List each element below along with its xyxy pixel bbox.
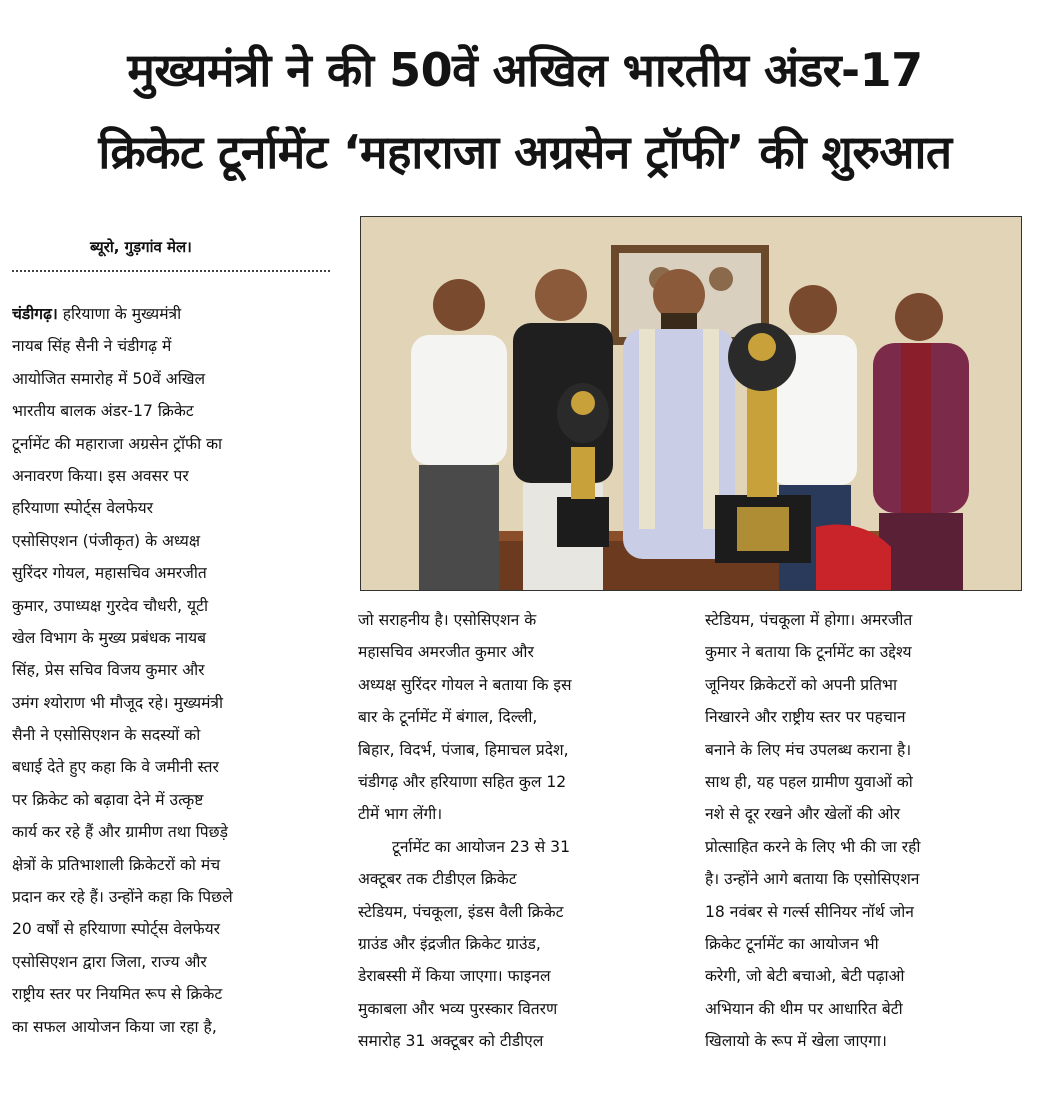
column-1-line: अनावरण किया। इस अवसर पर (12, 466, 189, 485)
column-2-line: स्टेडियम, पंचकूला, इंडस वैली क्रिकेट (358, 902, 564, 921)
article-column-3 (705, 604, 1027, 1057)
column-1-line: कुमार, उपाध्यक्ष गुरदेव चौधरी, यूटी (12, 596, 208, 615)
headline-line-1: मुख्यमंत्री ने की 50वें अखिल भारतीय अंडर-17 (127, 43, 923, 97)
column-1-line: कार्य कर रहे हैं और ग्रामीण तथा पिछड़े (12, 823, 228, 842)
group-photo-icon (361, 217, 1022, 591)
column-1-line: 20 वर्षों से हरियाणा स्पोर्ट्स वेलफेयर (12, 920, 221, 939)
column-1-line: क्षेत्रों के प्रतिभाशाली क्रिकेटरों को मंच (12, 855, 221, 874)
headline-line-2: क्रिकेट टूर्नामेंट ‘महाराजा अग्रसेन ट्रॉफी’ की शुरुआत (98, 125, 952, 179)
column-1-line: बधाई देते हुए कहा कि वे जमीनी स्तर (12, 758, 219, 777)
column-1-line: आयोजित समारोह में 50वें अखिल (12, 369, 206, 388)
column-3-line: है। उन्होंने आगे बताया कि एसोसिएशन (705, 870, 920, 889)
column-3-line: निखारने और राष्ट्रीय स्तर पर पहचान (705, 708, 906, 727)
article-column-1 (12, 298, 330, 1043)
column-2-line: अक्टूबर तक टीडीएल क्रिकेट (358, 870, 517, 889)
column-1-line: भारतीय बालक अंडर-17 क्रिकेट (12, 402, 194, 421)
column-1-line: राष्ट्रीय स्तर पर नियमित रूप से क्रिकेट (12, 985, 223, 1004)
column-3-line: नशे से दूर रखने और खेलों की ओर (705, 805, 900, 824)
byline: ब्यूरो, गुड़गांव मेल। (90, 238, 192, 256)
column-1-line: का सफल आयोजन किया जा रहा है, (12, 1017, 217, 1036)
dateline: चंडीगढ़। (12, 305, 58, 323)
column-3-line: करेगी, जो बेटी बचाओ, बेटी पढ़ाओ (705, 967, 905, 986)
column-1-line: सुरिंदर गोयल, महासचिव अमरजीत (12, 564, 207, 583)
column-2-line: डेराबस्सी में किया जाएगा। फाइनल (358, 967, 551, 986)
byline-divider (12, 270, 330, 272)
column-1-line: सिंह, प्रेस सचिव विजय कुमार और (12, 661, 205, 680)
column-3-line: कुमार ने बताया कि टूर्नामेंट का उद्देश्य (705, 643, 912, 662)
column-3-line: स्टेडियम, पंचकूला में होगा। अमरजीत (705, 611, 913, 629)
column-3-line: जूनियर क्रिकेटरों को अपनी प्रतिभा (705, 675, 898, 694)
column-2-line: चंडीगढ़ और हरियाणा सहित कुल 12 (358, 772, 567, 791)
article-column-2 (358, 604, 680, 1057)
column-3-line: क्रिकेट टूर्नामेंट का आयोजन भी (705, 934, 879, 953)
column-3-line: खिलायो के रूप में खेला जाएगा। (705, 1032, 887, 1051)
column-3-line: साथ ही, यह पहल ग्रामीण युवाओं को (705, 772, 913, 791)
column-1-line: टूर्नामेंट की महाराजा अग्रसेन ट्रॉफी का (12, 434, 223, 453)
column-2-line: समारोह 31 अक्टूबर को टीडीएल (358, 1032, 544, 1051)
column-2-line: ग्राउंड और इंद्रजीत क्रिकेट ग्राउंड, (358, 934, 541, 953)
column-1-line: चंडीगढ़। हरियाणा के मुख्यमंत्री (12, 305, 182, 323)
group-photo (360, 216, 1022, 591)
column-2-line: अध्यक्ष सुरिंदर गोयल ने बताया कि इस (358, 675, 572, 694)
column-2-line: महासचिव अमरजीत कुमार और (358, 643, 534, 662)
column-3-line: बनाने के लिए मंच उपलब्ध कराना है। (705, 740, 912, 759)
column-2-line: जो सराहनीय है। एसोसिएशन के (358, 611, 537, 629)
column-2-line: बार के टूर्नामेंट में बंगाल, दिल्ली, (358, 708, 538, 727)
column-1-line: एसोसिएशन द्वारा जिला, राज्य और (12, 952, 207, 971)
column-1-line: सैनी ने एसोसिएशन के सदस्यों को (12, 726, 201, 745)
column-2-line: टीमें भाग लेंगी। (358, 805, 443, 824)
column-1-line: हरियाणा स्पोर्ट्स वेलफेयर (12, 499, 154, 518)
column-3-line: अभियान की थीम पर आधारित बेटी (705, 999, 903, 1018)
column-3-line: प्रोत्साहित करने के लिए भी की जा रही (705, 837, 921, 856)
column-2-line: मुकाबला और भव्य पुरस्कार वितरण (358, 999, 558, 1018)
column-1-line: उमंग श्योराण भी मौजूद रहे। मुख्यमंत्री (12, 693, 224, 712)
column-1-line: खेल विभाग के मुख्य प्रबंधक नायब (12, 628, 207, 647)
column-1-line: प्रदान कर रहे हैं। उन्होंने कहा कि पिछले (12, 888, 233, 907)
column-1-line: एसोसिएशन (पंजीकृत) के अध्यक्ष (12, 531, 201, 550)
column-1-line: पर क्रिकेट को बढ़ावा देने में उत्कृष्ट (12, 790, 204, 809)
column-2-line: टूर्नामेंट का आयोजन 23 से 31 (392, 837, 571, 856)
column-2-line: बिहार, विदर्भ, पंजाब, हिमाचल प्रदेश, (358, 740, 569, 759)
column-1-line: नायब सिंह सैनी ने चंडीगढ़ में (12, 337, 172, 356)
column-3-line: 18 नवंबर से गर्ल्स सीनियर नॉर्थ जोन (705, 902, 914, 921)
